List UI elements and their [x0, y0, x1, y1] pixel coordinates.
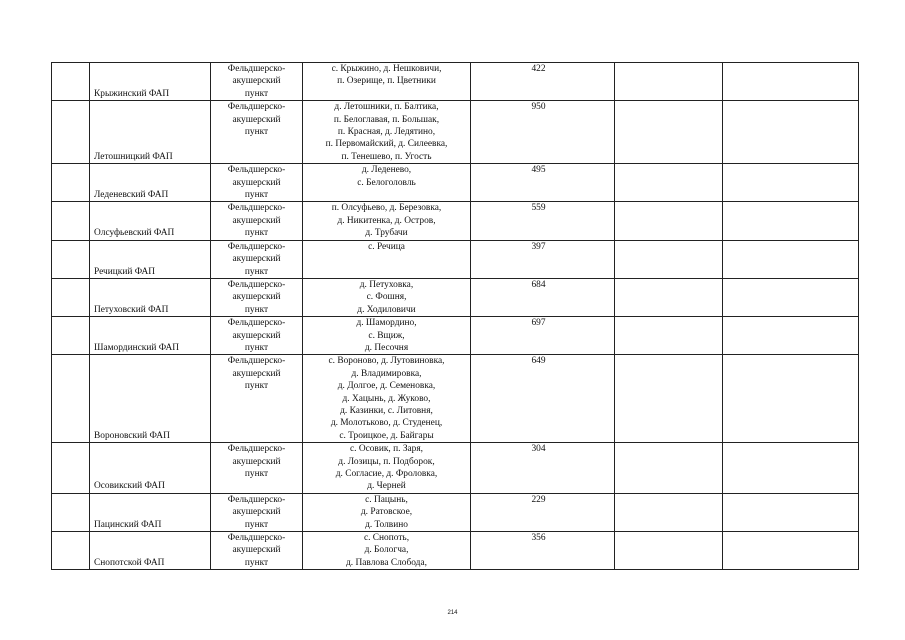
empty-cell — [723, 317, 859, 355]
settlement-line: с. Пацынь, — [365, 494, 408, 505]
facility-type-cell — [211, 278, 303, 316]
empty-cell — [615, 63, 723, 101]
settlement-line: с. Осовик, п. Заря, — [349, 444, 424, 455]
settlement-line: с. Белоголовль — [357, 177, 416, 188]
facility-type-line: акушерский — [232, 292, 281, 303]
settlement-line: д. Лозицы, п. Подборок, — [338, 456, 435, 467]
facility-type-cell — [211, 532, 303, 570]
facility-name-cell: Вороновский ФАП — [90, 355, 211, 443]
facility-name-cell: Леденевский ФАП — [90, 164, 211, 202]
settlements-cell — [303, 493, 471, 531]
population-value: 684 — [531, 279, 546, 290]
settlement-line: с. Речица — [368, 241, 405, 252]
settlement-line: д. Ратовское, — [360, 507, 413, 518]
index-cell — [52, 317, 90, 355]
table-row — [52, 63, 859, 101]
settlement-line: с. Снопоть, — [363, 533, 410, 544]
empty-cell — [615, 443, 723, 494]
settlement-line: д. Согласие, д. Фроловка, — [335, 469, 438, 479]
facility-type-line: Фельдшерско- — [227, 318, 286, 329]
empty-cell — [723, 355, 859, 443]
empty-cell — [723, 164, 859, 202]
settlement-line: д. Петуховка, — [359, 279, 414, 290]
settlements-cell — [303, 443, 471, 494]
empty-cell — [723, 202, 859, 240]
empty-cell — [615, 355, 723, 443]
facility-type-cell — [211, 493, 303, 531]
facility-name-cell: Пацинский ФАП — [90, 493, 211, 531]
population-value: 304 — [531, 444, 546, 455]
empty-cell — [615, 317, 723, 355]
population-value: 356 — [531, 533, 546, 544]
facility-type-line: пункт — [244, 228, 269, 239]
empty-cell — [723, 278, 859, 316]
settlement-line: п. Тенешево, п. Угость — [341, 151, 432, 162]
table-row — [52, 101, 859, 164]
facility-type-cell — [211, 101, 303, 164]
table-row — [52, 202, 859, 240]
facility-type-line: пункт — [244, 381, 269, 392]
facility-type-line: пункт — [244, 519, 269, 530]
table-row — [52, 240, 859, 278]
empty-cell — [615, 101, 723, 164]
index-cell — [52, 355, 90, 443]
facility-type-line: акушерский — [232, 215, 281, 226]
population-value: 950 — [531, 102, 546, 113]
facility-type-cell — [211, 164, 303, 202]
empty-cell — [723, 63, 859, 101]
settlement-line: с. Вщиж, — [368, 330, 405, 341]
empty-cell — [615, 493, 723, 531]
settlement-line: д. Леденево, — [361, 165, 412, 176]
facility-type-line: акушерский — [232, 507, 281, 518]
facility-type-cell — [211, 355, 303, 443]
settlement-line: с. Крыжино, д. Нешковичи, — [331, 64, 442, 74]
index-cell — [52, 202, 90, 240]
settlement-line: д. Толвино — [365, 519, 408, 530]
facility-type-cell — [211, 202, 303, 240]
population-cell — [471, 202, 615, 240]
facility-name-cell: Олсуфьевский ФАП — [90, 202, 211, 240]
settlement-line: п. Озерище, п. Цветники — [337, 76, 436, 87]
facility-name-cell: Петуховский ФАП — [90, 278, 211, 316]
population-cell — [471, 164, 615, 202]
settlement-line: д. Летошники, п. Балтика, — [334, 102, 439, 113]
facility-type-line: акушерский — [232, 330, 281, 341]
population-cell — [471, 63, 615, 101]
facility-type-line: Фельдшерско- — [227, 444, 286, 455]
settlement-line: д. Шамордино, — [356, 318, 417, 329]
empty-cell — [615, 532, 723, 570]
population-value: 559 — [531, 203, 546, 214]
settlement-line: д. Черней — [367, 481, 406, 492]
settlements-cell — [303, 532, 471, 570]
facility-name-cell: Речицкий ФАП — [90, 240, 211, 278]
settlements-cell — [303, 164, 471, 202]
empty-cell — [615, 164, 723, 202]
facility-name-cell: Шамординский ФАП — [90, 317, 211, 355]
population-cell — [471, 317, 615, 355]
population-cell — [471, 355, 615, 443]
settlement-line: д. Трубачи — [365, 228, 408, 239]
facility-name-cell: Крыжинский ФАП — [90, 63, 211, 101]
settlements-cell — [303, 101, 471, 164]
settlements-cell — [303, 202, 471, 240]
empty-cell — [723, 101, 859, 164]
population-cell — [471, 493, 615, 531]
settlement-line: п. Первомайский, д. Силеевка, — [325, 139, 448, 150]
settlement-line: д. Никитенка, д. Остров, — [337, 215, 436, 226]
facility-type-line: акушерский — [232, 177, 281, 188]
settlement-line: п. Красная, д. Ледятино, — [337, 127, 436, 138]
table-row — [52, 443, 859, 494]
population-cell — [471, 278, 615, 316]
table-row — [52, 164, 859, 202]
population-cell — [471, 443, 615, 494]
facility-type-line: Фельдшерско- — [227, 494, 286, 505]
facility-type-line: акушерский — [232, 545, 281, 556]
facility-type-line: Фельдшерско- — [227, 533, 286, 544]
index-cell — [52, 63, 90, 101]
facility-type-line: пункт — [244, 304, 269, 315]
table-body — [52, 63, 859, 570]
settlements-cell — [303, 240, 471, 278]
empty-cell — [615, 278, 723, 316]
facility-type-line: акушерский — [232, 254, 281, 265]
facility-type-cell — [211, 443, 303, 494]
settlements-cell — [303, 355, 471, 443]
settlement-line: п. Олсуфьево, д. Березовка, — [331, 203, 442, 214]
table-row — [52, 317, 859, 355]
settlement-line: с. Троицкое, д. Байгары — [339, 430, 434, 441]
index-cell — [52, 240, 90, 278]
facility-type-cell — [211, 317, 303, 355]
settlement-line: п. Белоглавая, п. Большак, — [333, 114, 440, 125]
settlements-cell — [303, 317, 471, 355]
facility-type-line: Фельдшерско- — [227, 203, 286, 214]
facility-table — [51, 62, 859, 570]
settlement-line: д. Казинки, с. Литовня, — [340, 405, 433, 416]
settlement-line: с. Фошня, — [366, 292, 407, 303]
facility-type-line: Фельдшерско- — [227, 241, 286, 252]
settlement-line: д. Песочня — [364, 342, 409, 353]
index-cell — [52, 164, 90, 202]
facility-type-line: Фельдшерско- — [227, 102, 286, 113]
index-cell — [52, 101, 90, 164]
population-cell — [471, 532, 615, 570]
settlement-line: д. Бологча, — [364, 545, 409, 556]
facility-type-line: пункт — [244, 190, 269, 201]
population-cell — [471, 101, 615, 164]
settlement-line: д. Владимировка, — [351, 368, 422, 379]
settlement-line: д. Павлова Слобода, — [346, 557, 427, 568]
index-cell — [52, 443, 90, 494]
facility-type-line: Фельдшерско- — [227, 64, 286, 74]
empty-cell — [723, 532, 859, 570]
facility-type-line: Фельдшерско- — [227, 165, 286, 176]
population-cell — [471, 240, 615, 278]
empty-cell — [615, 240, 723, 278]
settlement-line: с. Вороново, д. Лутовиновка, — [328, 356, 445, 367]
population-value: 229 — [531, 494, 546, 505]
facility-type-line: пункт — [244, 469, 269, 479]
empty-cell — [723, 493, 859, 531]
facility-type-line: пункт — [244, 88, 269, 99]
facility-type-line: пункт — [244, 342, 269, 353]
index-cell — [52, 493, 90, 531]
facility-type-line: пункт — [244, 557, 269, 568]
facility-type-line: пункт — [244, 266, 269, 277]
facility-type-line: акушерский — [232, 368, 281, 379]
facility-type-cell — [211, 240, 303, 278]
settlements-cell — [303, 63, 471, 101]
empty-cell — [723, 240, 859, 278]
facility-name-cell: Снопотской ФАП — [90, 532, 211, 570]
table-row — [52, 278, 859, 316]
settlement-line: д. Хацынь, д. Жуково, — [342, 393, 431, 404]
facility-type-line: Фельдшерско- — [227, 356, 286, 367]
population-value: 397 — [531, 241, 546, 252]
settlement-line: д. Молотьково, д. Студенец, — [330, 418, 443, 429]
facility-type-cell — [211, 63, 303, 101]
table-row — [52, 493, 859, 531]
facility-name-cell: Летошницкий ФАП — [90, 101, 211, 164]
empty-cell — [615, 202, 723, 240]
settlements-cell — [303, 278, 471, 316]
empty-cell — [723, 443, 859, 494]
population-value: 649 — [531, 356, 546, 367]
facility-type-line: акушерский — [232, 114, 281, 125]
facility-type-line: Фельдшерско- — [227, 279, 286, 290]
facility-type-line: акушерский — [232, 76, 281, 87]
facility-name-cell: Осовикский ФАП — [90, 443, 211, 494]
settlement-line: д. Ходиловичи — [357, 304, 416, 315]
facility-type-line: акушерский — [232, 456, 281, 467]
facility-type-line: пункт — [244, 127, 269, 138]
population-value: 697 — [531, 318, 546, 329]
table-row — [52, 532, 859, 570]
population-value: 422 — [531, 64, 546, 74]
index-cell — [52, 532, 90, 570]
population-value: 495 — [531, 165, 546, 176]
page-number: 214 — [447, 610, 458, 616]
index-cell — [52, 278, 90, 316]
table-row — [52, 355, 859, 443]
settlement-line: д. Долгое, д. Семеновка, — [337, 381, 436, 392]
